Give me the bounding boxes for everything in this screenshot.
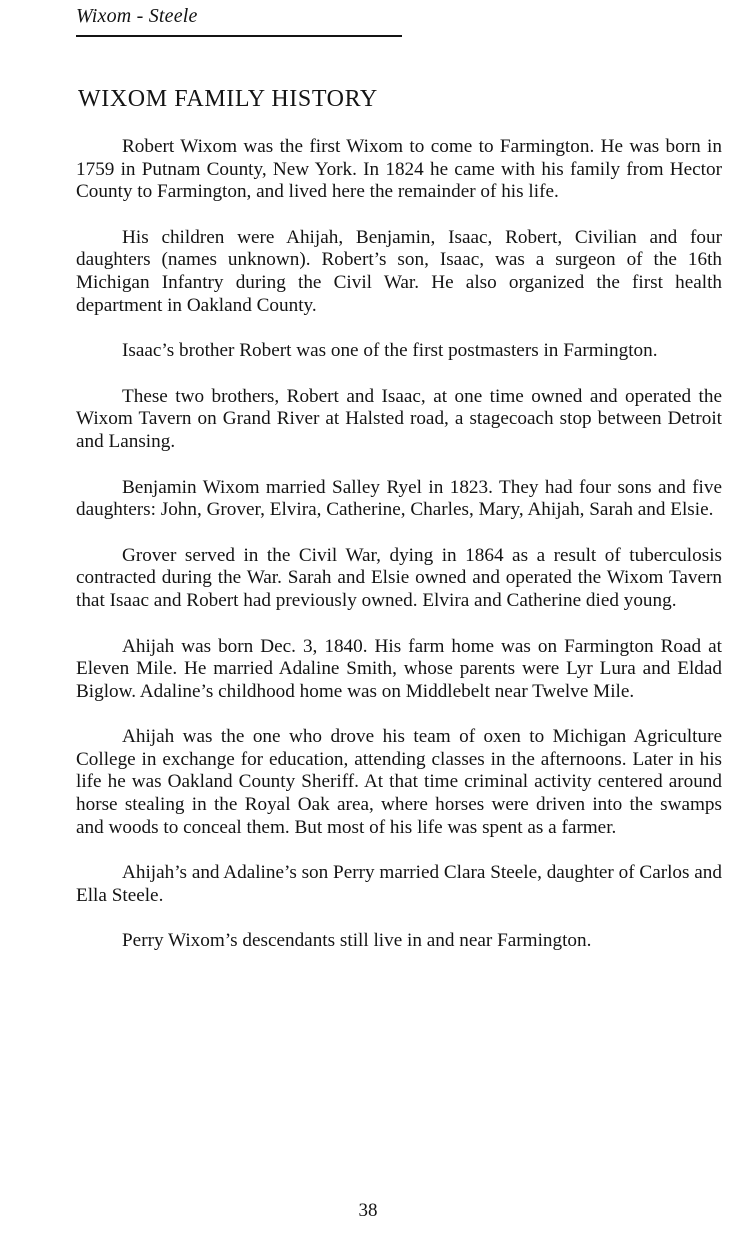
paragraph: Ahijah’s and Adaline’s son Perry married Clara Steele, daughter of Carlos and Ella Steele. [76, 862, 722, 906]
paragraph: Grover served in the Civil War, dying in 1864 as a result of tuberculosis contracted during the War. Sarah and Elsie owned and operated the Wixom Tavern that Isaac and Robert had previously owned. Elvira and Catherine died young. [76, 544, 722, 611]
running-head: Wixom - Steele [76, 4, 402, 37]
article-body [76, 136, 722, 976]
paragraph: Ahijah was born Dec. 3, 1840. His farm home was on Farmington Road at Eleven Mile. He married Adaline Smith, whose parents were Lyr Lura and Eldad Biglow. Adaline’s childhood home was on Middlebelt near Twelve Mile. [76, 635, 722, 702]
paragraph: Robert Wixom was the first Wixom to come to Farmington. He was born in 1759 in Putnam County, New York. In 1824 he came with his family from Hector County to Farmington, and lived here the remainder of his life. [76, 136, 722, 203]
paragraph: Benjamin Wixom married Salley Ryel in 1823. They had four sons and five daughters: John, Grover, Elvira, Catherine, Charles, Mary, Ahijah, Sarah and Elsie. [76, 476, 722, 521]
paragraph: Isaac’s brother Robert was one of the first postmasters in Farmington. [122, 340, 658, 362]
page-number: 38 [358, 1200, 378, 1221]
paragraph: These two brothers, Robert and Isaac, at one time owned and operated the Wixom Tavern on Grand River at Halsted road, a stagecoach stop between Detroit and Lansing. [76, 385, 722, 452]
article-title: WIXOM FAMILY HISTORY [78, 86, 378, 112]
paragraph: Perry Wixom’s descendants still live in and near Farmington. [122, 930, 592, 952]
paragraph: His children were Ahijah, Benjamin, Isaac, Robert, Civilian and four daughters (names unknown). Robert’s son, Isaac, was a surgeon of the 16th Michigan Infantry during the Civil War. He also organized the first health department in Oakland County. [76, 226, 722, 316]
paragraph: Ahijah was the one who drove his team of oxen to Michigan Agriculture College in exchange for education, attending classes in the afternoons. Later in his life he was Oakland County Sheriff. At that time criminal activity centered around horse stealing in the Royal Oak area, where horses were driven into the swamps and woods to conceal them. But most of his life was spent as a farmer. [76, 726, 722, 838]
